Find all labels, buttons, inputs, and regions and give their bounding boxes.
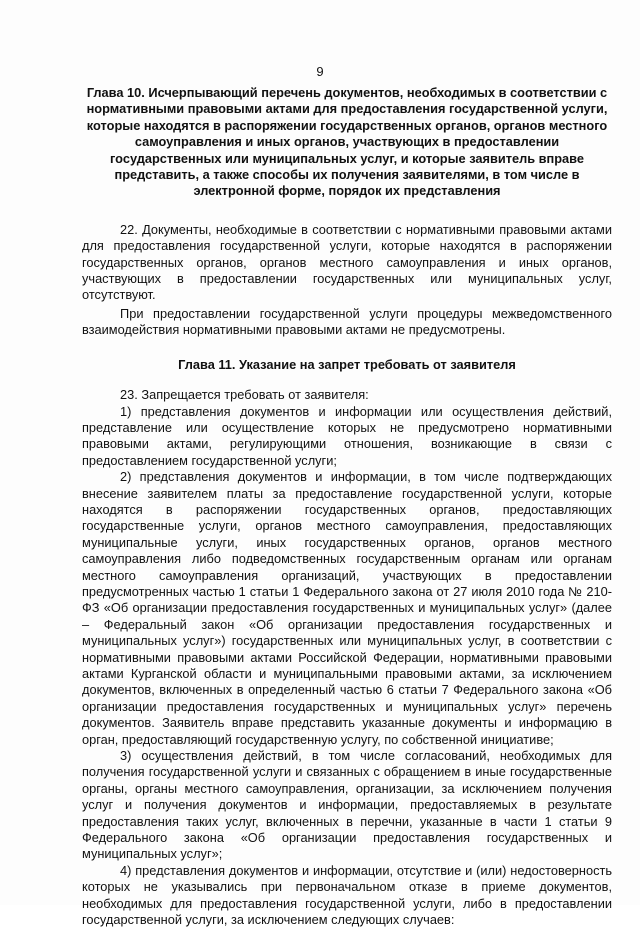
paragraph-interagency: При предоставлении государственной услуги процедуры межведомственного взаимодействия нормативными правовыми актами не предусмотрены. [82,305,612,338]
list-item-2: 2) представления документов и информации, в том числе подтверждающих внесение заявителем платы за предоставление государственной услуги, которые находятся в распоряжении государственных органов, предоставляющих государственные услуги, органов местного самоуправления, предоставляющих муниципальные услуги, иных государственных органов, органов местного самоуправления либо подведомственных государственным органам или органам местного самоуправления организаций, участвующих в предоставлении предусмотренных частью 1 статьи 1 Федерального закона от 27 июля 2010 года № 210-ФЗ «Об организации предоставления государственных и муниципальных услуг» (далее – Федеральный закон «Об организации предоставления государственных и муниципальных услуг») государственных или муниципальных услуг, в соответствии с нормативными правовыми актами Российской Федерации, нормативными правовыми актами Курганской области и муниципальными правовыми актами, за исключением документов, включенных в определенный частью 6 статьи 7 Федерального закона «Об организации предоставления государственных и муниципальных услуг» перечень документов. Заявитель вправе представить указанные документы и информацию в орган, предоставляющий государственную услугу, по собственной инициативе; [82,469,612,747]
list-item-3: 3) осуществления действий, в том числе согласований, необходимых для получения государственной услуги и связанных с обращением в иные государственные органы, органы местного самоуправления, организации, за исключением получения услуг и получения документов и информации, предоставляемых в результате предоставления таких услуг, включенных в перечни, указанные в части 1 статьи 9 Федерального закона «Об организации предоставления государственных и муниципальных услуг»; [82,748,612,862]
paragraph-23: 23. Запрещается требовать от заявителя: [120,387,369,403]
document-body [82,85,612,929]
list-item-4: 4) представления документов и информации, отсутствие и (или) недостоверность которых не указывались при первоначальном отказе в приеме документов, необходимых для предоставления государственной услуги, либо в предоставлении государственной услуги, за исключением следующих случаев: [82,862,612,928]
page-number: 9 [316,64,324,79]
chapter-10-heading: Глава 10. Исчерпывающий перечень документов, необходимых в соответствии с нормативными правовыми актами для предоставления государственной услуги, которые находятся в распоряжении государственных органов, органов местного самоуправления и иных органов, участвующих в предоставлении государственных или муниципальных услуг, и которые заявитель вправе представить, а также способы их получения заявителями, в том числе в электронной форме, порядок их представления [86,85,608,199]
paragraph-22: 22. Документы, необходимые в соответствии с нормативными правовыми актами для предоставления государственной услуги, которые находятся в распоряжении государственных органов, органов местного самоуправления и иных органов, участвующих в предоставлении государственных или муниципальных услуг, отсутствуют. [82,221,612,303]
chapter-11-heading: Глава 11. Указание на запрет требовать от заявителя [178,356,516,372]
list-item-1: 1) представления документов и информации или осуществления действий, представление или осуществление которых не предусмотрено нормативными правовыми актами, регулирующими отношения, возникающие в связи с предоставлением государственной услуги; [82,403,612,468]
